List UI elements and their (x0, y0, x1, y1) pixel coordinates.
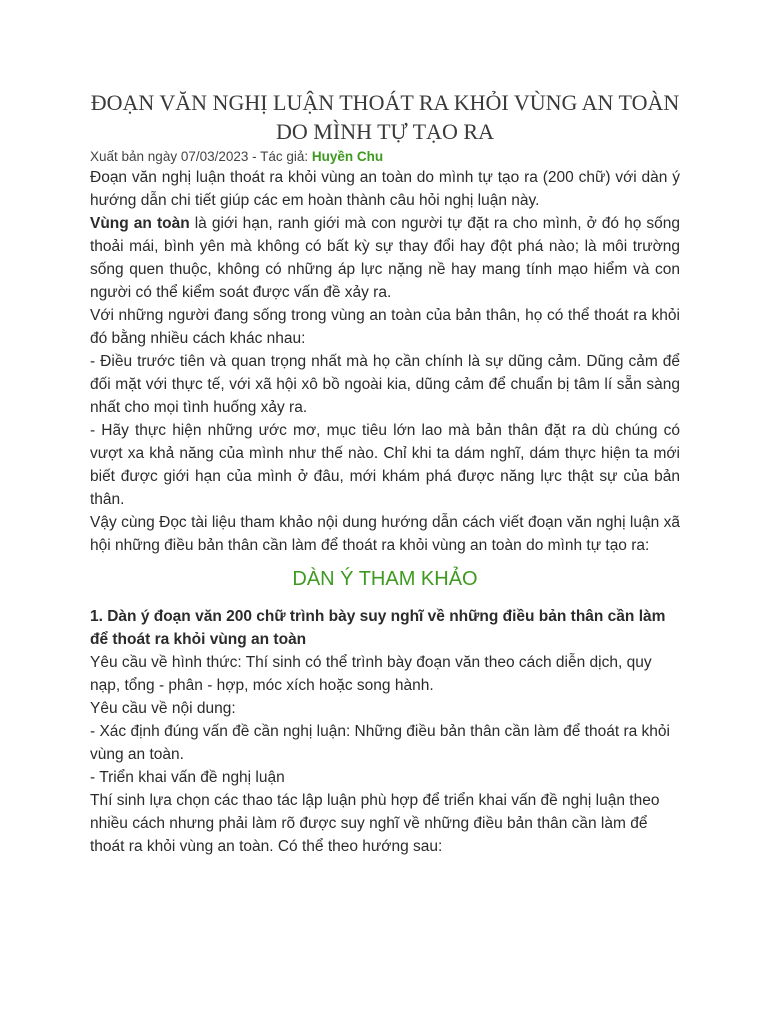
article-meta (90, 148, 680, 166)
paragraph-guidance: Thí sinh lựa chọn các thao tác lập luận phù hợp để triển khai vấn đề nghị luận theo nhiều cách nhưng phải làm rõ được suy nghĩ về những điều bản thân cần làm để thoát ra khỏi vùng an toàn. Có thể theo hướng sau: (90, 792, 660, 855)
section-heading: DÀN Ý THAM KHẢO (292, 568, 478, 590)
intro-paragraph: Đoạn văn nghị luận thoát ra khỏi vùng an toàn do mình tự tạo ra (200 chữ) với dàn ý hướng dẫn chi tiết giúp các em hoàn thành câu hỏi nghị luận này. (90, 169, 680, 209)
paragraph-courage: - Điều trước tiên và quan trọng nhất mà họ cần chính là sự dũng cảm. Dũng cảm để đối mặt với thực tế, với xã hội xô bồ ngoài kia, dũng cảm để chuẩn bị tâm lí sẵn sàng nhất cho mọi tình huống xảy ra. (90, 353, 680, 416)
paragraph-reference: Vậy cùng Đọc tài liệu tham khảo nội dung hướng dẫn cách viết đoạn văn nghị luận xã hội những điều bản thân cần làm để thoát ra khỏi vùng an toàn do mình tự tạo ra: (90, 514, 680, 554)
paragraph-form-requirement: Yêu cầu về hình thức: Thí sinh có thể trình bày đoạn văn theo cách diễn dịch, quy nạp, tổng - phân - hợp, móc xích hoặc song hành. (90, 654, 652, 694)
author-name: Huyền Chu (311, 149, 384, 164)
outline-subheading: 1. Dàn ý đoạn văn 200 chữ trình bày suy nghĩ về những điều bản thân cần làm để thoát ra khỏi vùng an toàn (90, 608, 666, 648)
paragraph-develop-issue: - Triển khai vấn đề nghị luận (90, 769, 285, 786)
document-page (90, 88, 680, 858)
article-title: ĐOẠN VĂN NGHỊ LUẬN THOÁT RA KHỎI VÙNG AN TOÀN DO MÌNH TỰ TẠO RA (90, 90, 680, 144)
publish-info: Xuất bản ngày 07/03/2023 - Tác giả: (90, 149, 312, 164)
paragraph-dreams: - Hãy thực hiện những ước mơ, mục tiêu lớn lao mà bản thân đặt ra dù chúng có vượt xa khả năng của mình như thế nào. Chỉ khi ta dám nghĩ, dám thực hiện ta mới biết được giới hạn của mình ở đâu, mới khám phá được năng lực thật sự của bản thân. (90, 422, 680, 508)
definition-text: là giới hạn, ranh giới mà con người tự đặt ra cho mình, ở đó họ sống thoải mái, bình yên mà không có bất kỳ sự thay đổi hay đột phá nào; là môi trường sống quen thuộc, không có những áp lực nặng nề hay mang tính mạo hiểm và con người có thể kiểm soát được vấn đề xảy ra. (90, 215, 680, 301)
paragraph-content-requirement: Yêu cầu về nội dung: (90, 700, 236, 717)
paragraph-identify-issue: - Xác định đúng vấn đề cần nghị luận: Những điều bản thân cần làm để thoát ra khỏi vùng an toàn. (90, 723, 670, 763)
definition-term: Vùng an toàn (90, 215, 190, 232)
paragraph-ways: Với những người đang sống trong vùng an toàn của bản thân, họ có thể thoát ra khỏi đó bằng nhiều cách khác nhau: (90, 307, 680, 347)
definition-paragraph (90, 212, 680, 304)
